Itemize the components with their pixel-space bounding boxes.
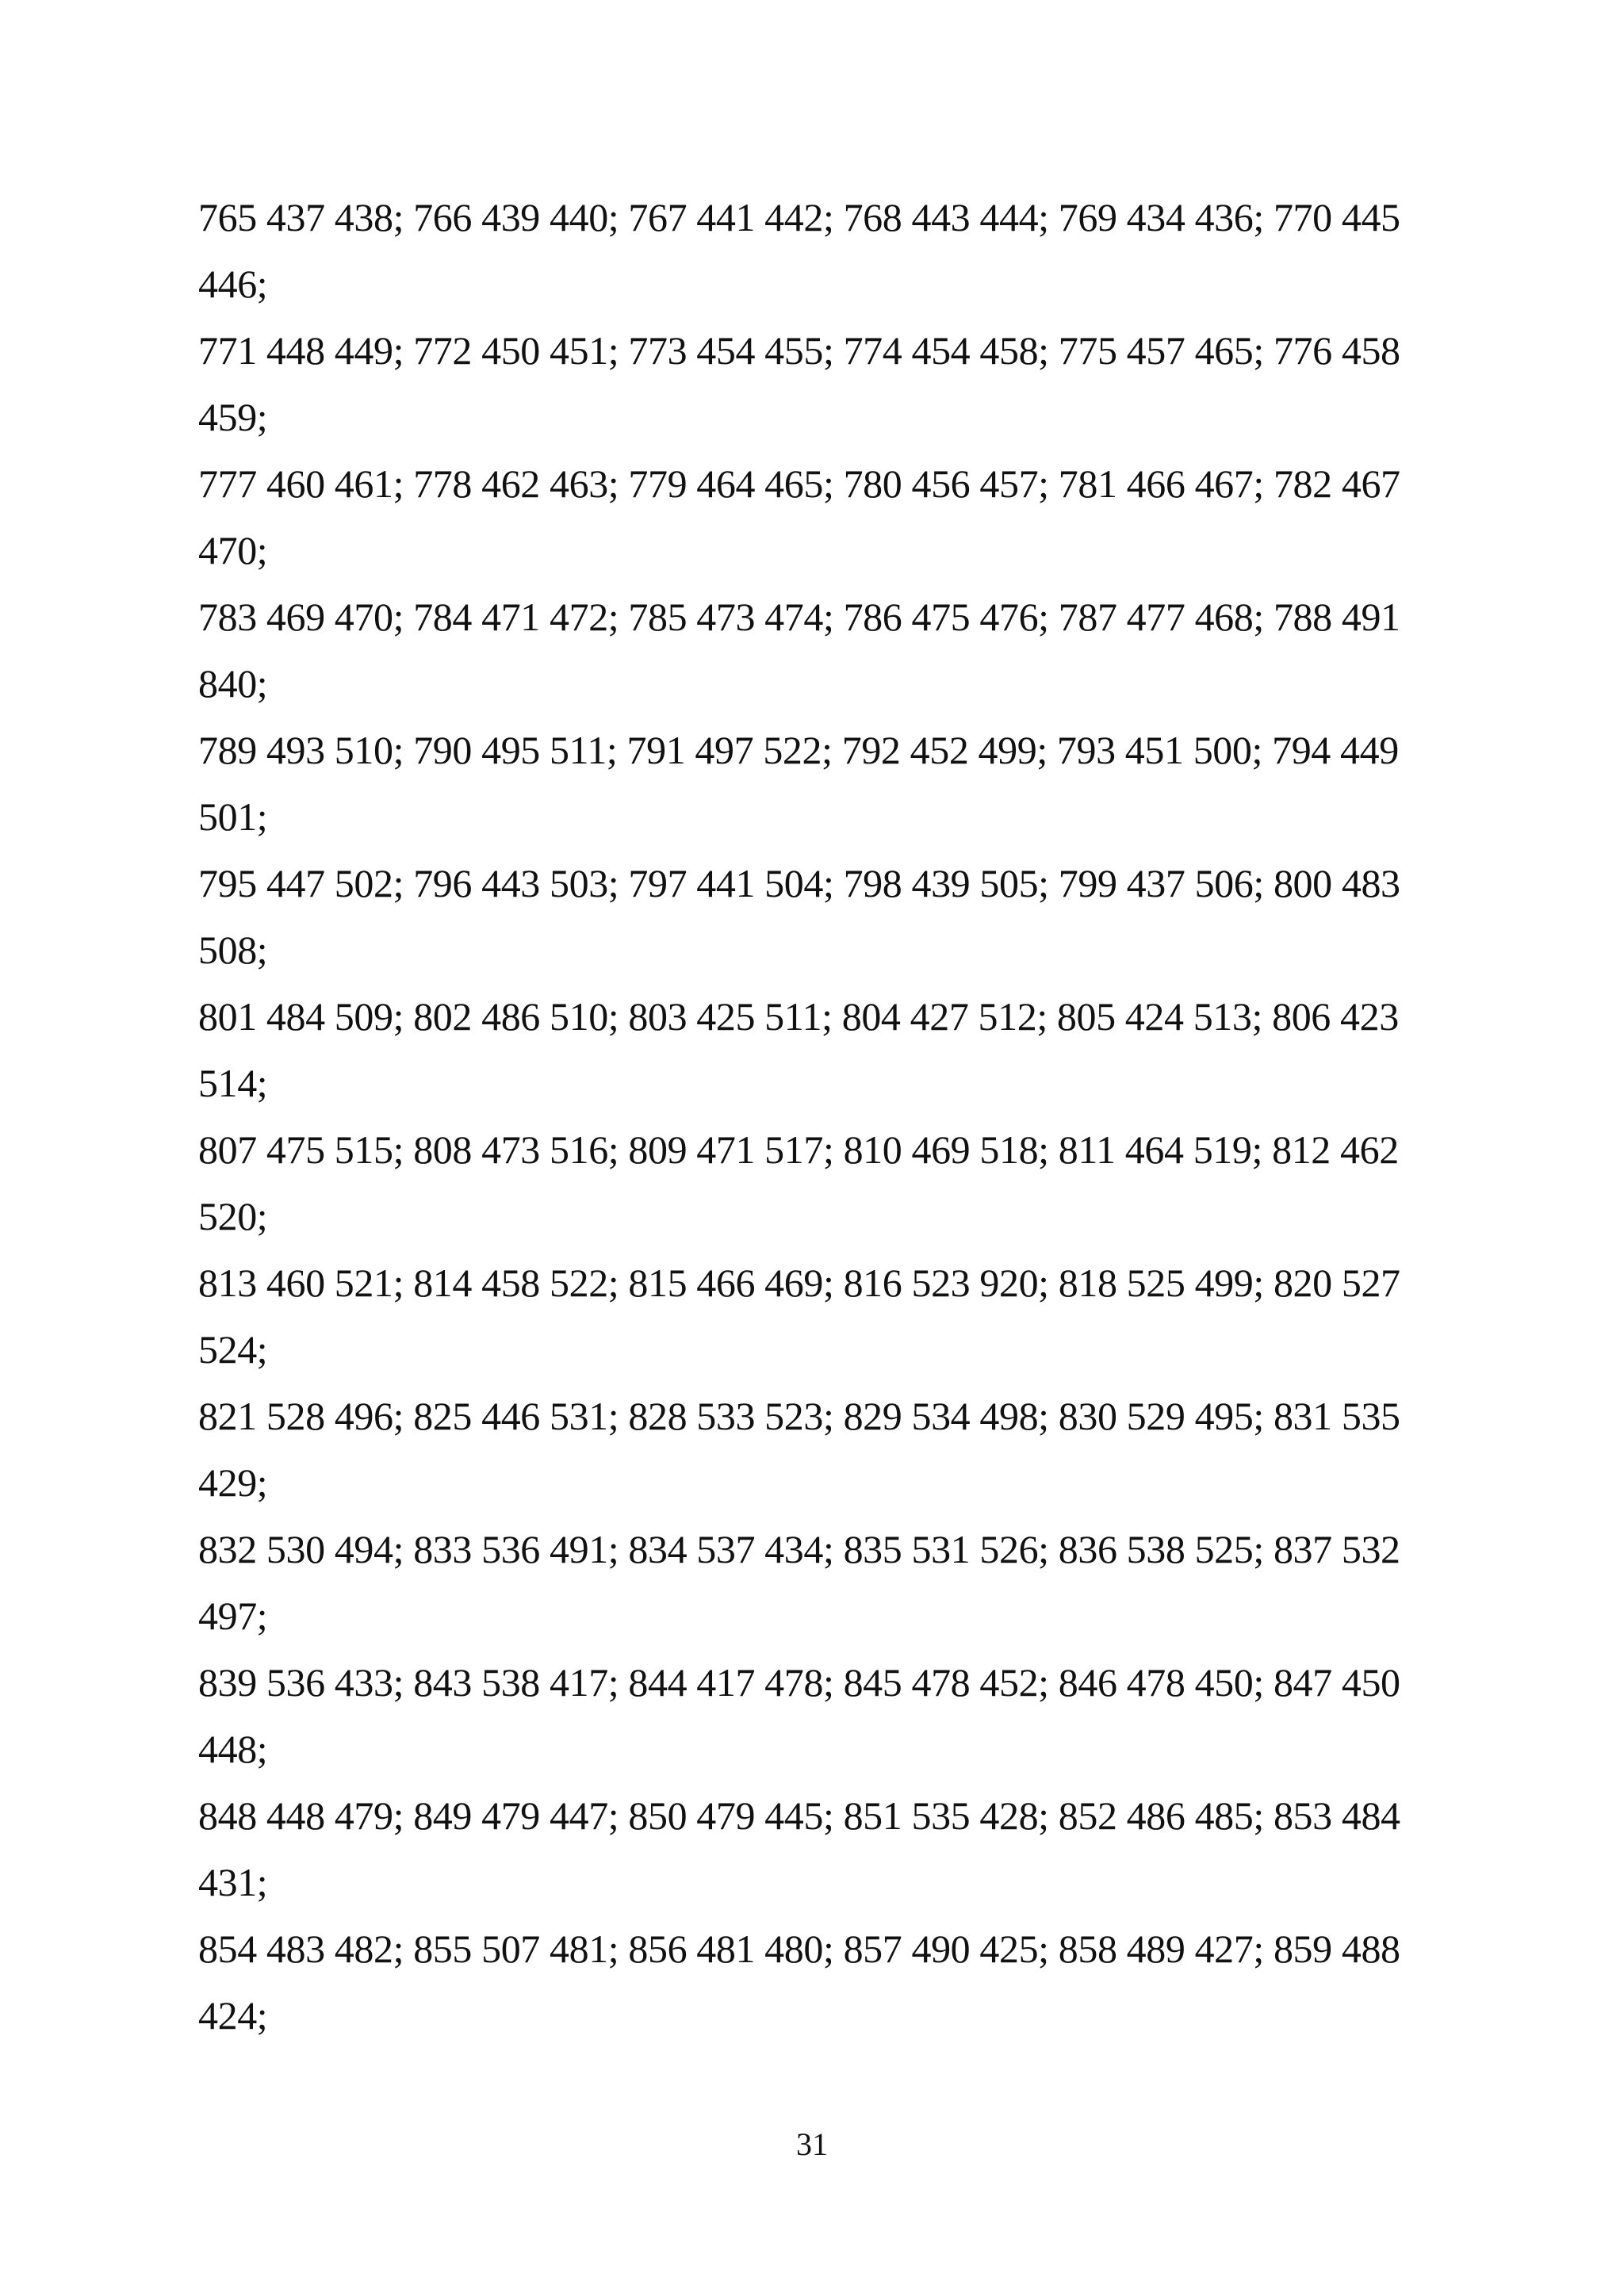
text-line: 777 460 461; 778 462 463; 779 464 465; 780 456 457; 781 466 467; 782 467 — [198, 461, 1400, 506]
body-text — [198, 184, 1435, 2049]
text-line: 431; — [198, 1860, 268, 1904]
text-line: 783 469 470; 784 471 472; 785 473 474; 786 475 476; 787 477 468; 788 491 — [198, 595, 1400, 639]
text-line: 854 483 482; 855 507 481; 856 481 480; 857 490 425; 858 489 427; 859 488 — [198, 1927, 1400, 1971]
text-line: 448; — [198, 1727, 268, 1771]
text-line: 524; — [198, 1327, 268, 1372]
text-line: 424; — [198, 1993, 268, 2038]
text-line: 470; — [198, 528, 268, 572]
text-line: 497; — [198, 1594, 268, 1638]
text-line: 508; — [198, 928, 268, 972]
page-number: 31 — [796, 2126, 828, 2162]
text-line: 813 460 521; 814 458 522; 815 466 469; 816 523 920; 818 525 499; 820 527 — [198, 1261, 1400, 1305]
text-line: 429; — [198, 1460, 268, 1505]
text-line: 807 475 515; 808 473 516; 809 471 517; 810 469 518; 811 464 519; 812 462 — [198, 1127, 1399, 1172]
text-line: 840; — [198, 661, 268, 706]
text-line: 765 437 438; 766 439 440; 767 441 442; 768 443 444; 769 434 436; 770 445 — [198, 195, 1400, 239]
text-line: 832 530 494; 833 536 491; 834 537 434; 835 531 526; 836 538 525; 837 532 — [198, 1527, 1400, 1571]
text-line: 801 484 509; 802 486 510; 803 425 511; 804 427 512; 805 424 513; 806 423 — [198, 994, 1399, 1039]
text-line: 520; — [198, 1194, 268, 1238]
text-line: 789 493 510; 790 495 511; 791 497 522; 792 452 499; 793 451 500; 794 449 — [198, 728, 1399, 772]
text-line: 459; — [198, 395, 268, 439]
text-line: 514; — [198, 1061, 268, 1105]
text-line: 821 528 496; 825 446 531; 828 533 523; 829 534 498; 830 529 495; 831 535 — [198, 1394, 1400, 1438]
text-line: 848 448 479; 849 479 447; 850 479 445; 851 535 428; 852 486 485; 853 484 — [198, 1793, 1400, 1838]
text-line: 501; — [198, 794, 268, 839]
text-line: 771 448 449; 772 450 451; 773 454 455; 774 454 458; 775 457 465; 776 458 — [198, 328, 1400, 373]
text-line: 795 447 502; 796 443 503; 797 441 504; 798 439 505; 799 437 506; 800 483 — [198, 861, 1400, 905]
text-line: 839 536 433; 843 538 417; 844 417 478; 845 478 452; 846 478 450; 847 450 — [198, 1660, 1400, 1705]
text-line: 446; — [198, 262, 268, 306]
